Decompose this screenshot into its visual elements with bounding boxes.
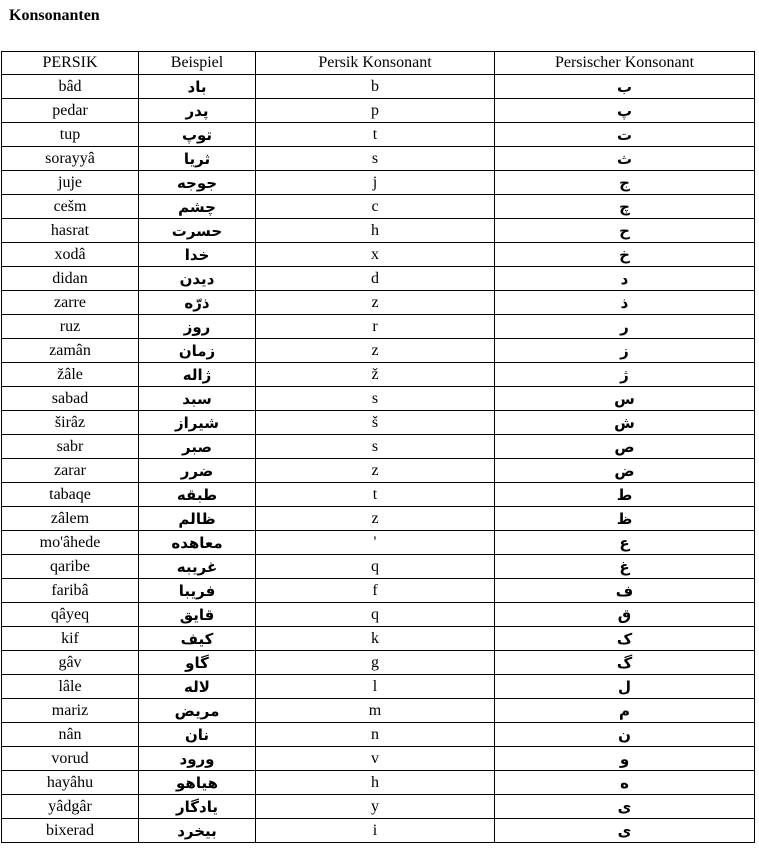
table-row xyxy=(2,75,755,99)
cell-persik: xodâ xyxy=(2,243,139,267)
table-row xyxy=(2,723,755,747)
cell-persik: faribâ xyxy=(2,579,139,603)
cell-persik: žâle xyxy=(2,363,139,387)
cell-beispiel: باد xyxy=(139,75,256,99)
cell-persik-konsonant: f xyxy=(256,579,495,603)
cell-persik-konsonant: ž xyxy=(256,363,495,387)
cell-persischer-konsonant: گ xyxy=(495,651,755,675)
cell-persik-konsonant: x xyxy=(256,243,495,267)
cell-persik-konsonant: g xyxy=(256,651,495,675)
cell-beispiel: جوجه xyxy=(139,171,256,195)
cell-persik-konsonant: r xyxy=(256,315,495,339)
table-row xyxy=(2,747,755,771)
cell-persik-konsonant: q xyxy=(256,555,495,579)
cell-persischer-konsonant: س xyxy=(495,387,755,411)
table-row xyxy=(2,291,755,315)
table-row xyxy=(2,363,755,387)
cell-beispiel: هیاهو xyxy=(139,771,256,795)
cell-persik-konsonant: q xyxy=(256,603,495,627)
cell-beispiel: مریض xyxy=(139,699,256,723)
table-body xyxy=(2,75,755,843)
cell-persischer-konsonant: ر xyxy=(495,315,755,339)
table-row xyxy=(2,147,755,171)
table-row xyxy=(2,603,755,627)
cell-persik-konsonant: h xyxy=(256,219,495,243)
cell-persik: bixerad xyxy=(2,819,139,843)
cell-persik: mo'âhede xyxy=(2,531,139,555)
cell-persischer-konsonant: ط xyxy=(495,483,755,507)
table-row xyxy=(2,387,755,411)
cell-persik: kif xyxy=(2,627,139,651)
cell-persik-konsonant: ' xyxy=(256,531,495,555)
header-persik: PERSIK xyxy=(2,52,139,75)
cell-beispiel: ورود xyxy=(139,747,256,771)
cell-persischer-konsonant: چ xyxy=(495,195,755,219)
cell-persik: qâyeq xyxy=(2,603,139,627)
cell-persik: zarar xyxy=(2,459,139,483)
table-row xyxy=(2,771,755,795)
table-row xyxy=(2,579,755,603)
consonant-table xyxy=(1,51,755,843)
cell-persik-konsonant: b xyxy=(256,75,495,99)
cell-persik: širâz xyxy=(2,411,139,435)
cell-persischer-konsonant: و xyxy=(495,747,755,771)
cell-persischer-konsonant: ژ xyxy=(495,363,755,387)
cell-persischer-konsonant: ه xyxy=(495,771,755,795)
cell-persik: sabad xyxy=(2,387,139,411)
cell-persischer-konsonant: ظ xyxy=(495,507,755,531)
table-row xyxy=(2,627,755,651)
cell-persischer-konsonant: غ xyxy=(495,555,755,579)
cell-persik-konsonant: k xyxy=(256,627,495,651)
cell-persik-konsonant: s xyxy=(256,435,495,459)
cell-beispiel: یادگار xyxy=(139,795,256,819)
cell-persik: qaribe xyxy=(2,555,139,579)
cell-beispiel: ظالم xyxy=(139,507,256,531)
table-row xyxy=(2,339,755,363)
cell-persischer-konsonant: ی xyxy=(495,795,755,819)
cell-persik-konsonant: y xyxy=(256,795,495,819)
header-beispiel: Beispiel xyxy=(139,52,256,75)
cell-persischer-konsonant: خ xyxy=(495,243,755,267)
cell-beispiel: طبقه xyxy=(139,483,256,507)
table-row xyxy=(2,219,755,243)
cell-beispiel: روز xyxy=(139,315,256,339)
cell-persik: mariz xyxy=(2,699,139,723)
cell-persik-konsonant: t xyxy=(256,123,495,147)
cell-beispiel: شیراز xyxy=(139,411,256,435)
table-row xyxy=(2,243,755,267)
table-row xyxy=(2,171,755,195)
cell-beispiel: چشم xyxy=(139,195,256,219)
table-row xyxy=(2,483,755,507)
cell-persik: didan xyxy=(2,267,139,291)
cell-beispiel: زمان xyxy=(139,339,256,363)
cell-persik-konsonant: s xyxy=(256,147,495,171)
table-row xyxy=(2,267,755,291)
table-row xyxy=(2,99,755,123)
cell-persik: gâv xyxy=(2,651,139,675)
cell-persik-konsonant: c xyxy=(256,195,495,219)
cell-persik: cešm xyxy=(2,195,139,219)
cell-persischer-konsonant: ث xyxy=(495,147,755,171)
cell-beispiel: لاله xyxy=(139,675,256,699)
table-header-row xyxy=(2,52,755,75)
cell-persischer-konsonant: ب xyxy=(495,75,755,99)
table-row xyxy=(2,555,755,579)
cell-persik-konsonant: z xyxy=(256,339,495,363)
cell-persik-konsonant: h xyxy=(256,771,495,795)
cell-beispiel: گاو xyxy=(139,651,256,675)
cell-persik: tup xyxy=(2,123,139,147)
cell-persischer-konsonant: ذ xyxy=(495,291,755,315)
cell-persik: tabaqe xyxy=(2,483,139,507)
table-row xyxy=(2,195,755,219)
cell-persischer-konsonant: ق xyxy=(495,603,755,627)
cell-beispiel: پدر xyxy=(139,99,256,123)
table-row xyxy=(2,819,755,843)
cell-beispiel: حسرت xyxy=(139,219,256,243)
cell-persik: sorayyâ xyxy=(2,147,139,171)
cell-persik-konsonant: m xyxy=(256,699,495,723)
cell-beispiel: معاهده xyxy=(139,531,256,555)
table-row xyxy=(2,675,755,699)
cell-persischer-konsonant: ت xyxy=(495,123,755,147)
cell-persischer-konsonant: م xyxy=(495,699,755,723)
cell-persik-konsonant: z xyxy=(256,459,495,483)
table-row xyxy=(2,507,755,531)
page-title: Konsonanten xyxy=(9,7,100,24)
cell-persischer-konsonant: ح xyxy=(495,219,755,243)
cell-persischer-konsonant: ز xyxy=(495,339,755,363)
cell-persik: juje xyxy=(2,171,139,195)
table-row xyxy=(2,651,755,675)
cell-persik-konsonant: p xyxy=(256,99,495,123)
table-row xyxy=(2,459,755,483)
cell-persik: sabr xyxy=(2,435,139,459)
cell-persik-konsonant: j xyxy=(256,171,495,195)
cell-persik-konsonant: l xyxy=(256,675,495,699)
table-row xyxy=(2,795,755,819)
cell-beispiel: ضرر xyxy=(139,459,256,483)
cell-persik-konsonant: s xyxy=(256,387,495,411)
cell-persischer-konsonant: ع xyxy=(495,531,755,555)
cell-persischer-konsonant: ن xyxy=(495,723,755,747)
cell-persik-konsonant: n xyxy=(256,723,495,747)
cell-beispiel: نان xyxy=(139,723,256,747)
cell-persischer-konsonant: ش xyxy=(495,411,755,435)
cell-beispiel: سبد xyxy=(139,387,256,411)
cell-persischer-konsonant: د xyxy=(495,267,755,291)
cell-beispiel: غریبه xyxy=(139,555,256,579)
cell-beispiel: بیخرد xyxy=(139,819,256,843)
cell-beispiel: ثریا xyxy=(139,147,256,171)
cell-persik: yâdgâr xyxy=(2,795,139,819)
table-row xyxy=(2,435,755,459)
cell-persik: pedar xyxy=(2,99,139,123)
cell-beispiel: دیدن xyxy=(139,267,256,291)
cell-beispiel: کیف xyxy=(139,627,256,651)
cell-persischer-konsonant: ک xyxy=(495,627,755,651)
header-persischer-konsonant: Persischer Konsonant xyxy=(495,52,755,75)
cell-beispiel: قایق xyxy=(139,603,256,627)
cell-beispiel: ذرّه xyxy=(139,291,256,315)
cell-persik: bâd xyxy=(2,75,139,99)
cell-persik-konsonant: t xyxy=(256,483,495,507)
cell-persik-konsonant: i xyxy=(256,819,495,843)
cell-persischer-konsonant: ج xyxy=(495,171,755,195)
table-row xyxy=(2,699,755,723)
cell-persischer-konsonant: ی xyxy=(495,819,755,843)
cell-persik-konsonant: š xyxy=(256,411,495,435)
cell-persischer-konsonant: ض xyxy=(495,459,755,483)
cell-persik: zarre xyxy=(2,291,139,315)
cell-persischer-konsonant: پ xyxy=(495,99,755,123)
cell-persik: zamân xyxy=(2,339,139,363)
cell-persik-konsonant: z xyxy=(256,291,495,315)
cell-beispiel: فریبا xyxy=(139,579,256,603)
cell-persischer-konsonant: ف xyxy=(495,579,755,603)
cell-persik-konsonant: z xyxy=(256,507,495,531)
cell-persischer-konsonant: ص xyxy=(495,435,755,459)
cell-persik-konsonant: d xyxy=(256,267,495,291)
table-row xyxy=(2,531,755,555)
cell-persik: nân xyxy=(2,723,139,747)
table-row xyxy=(2,123,755,147)
cell-persik: vorud xyxy=(2,747,139,771)
cell-persik-konsonant: v xyxy=(256,747,495,771)
cell-persik: hasrat xyxy=(2,219,139,243)
cell-beispiel: توپ xyxy=(139,123,256,147)
cell-persik: zâlem xyxy=(2,507,139,531)
cell-beispiel: صبر xyxy=(139,435,256,459)
cell-beispiel: ژاله xyxy=(139,363,256,387)
cell-persischer-konsonant: ل xyxy=(495,675,755,699)
cell-beispiel: خدا xyxy=(139,243,256,267)
table-row xyxy=(2,411,755,435)
cell-persik: ruz xyxy=(2,315,139,339)
header-persik-konsonant: Persik Konsonant xyxy=(256,52,495,75)
cell-persik: lâle xyxy=(2,675,139,699)
table-row xyxy=(2,315,755,339)
cell-persik: hayâhu xyxy=(2,771,139,795)
